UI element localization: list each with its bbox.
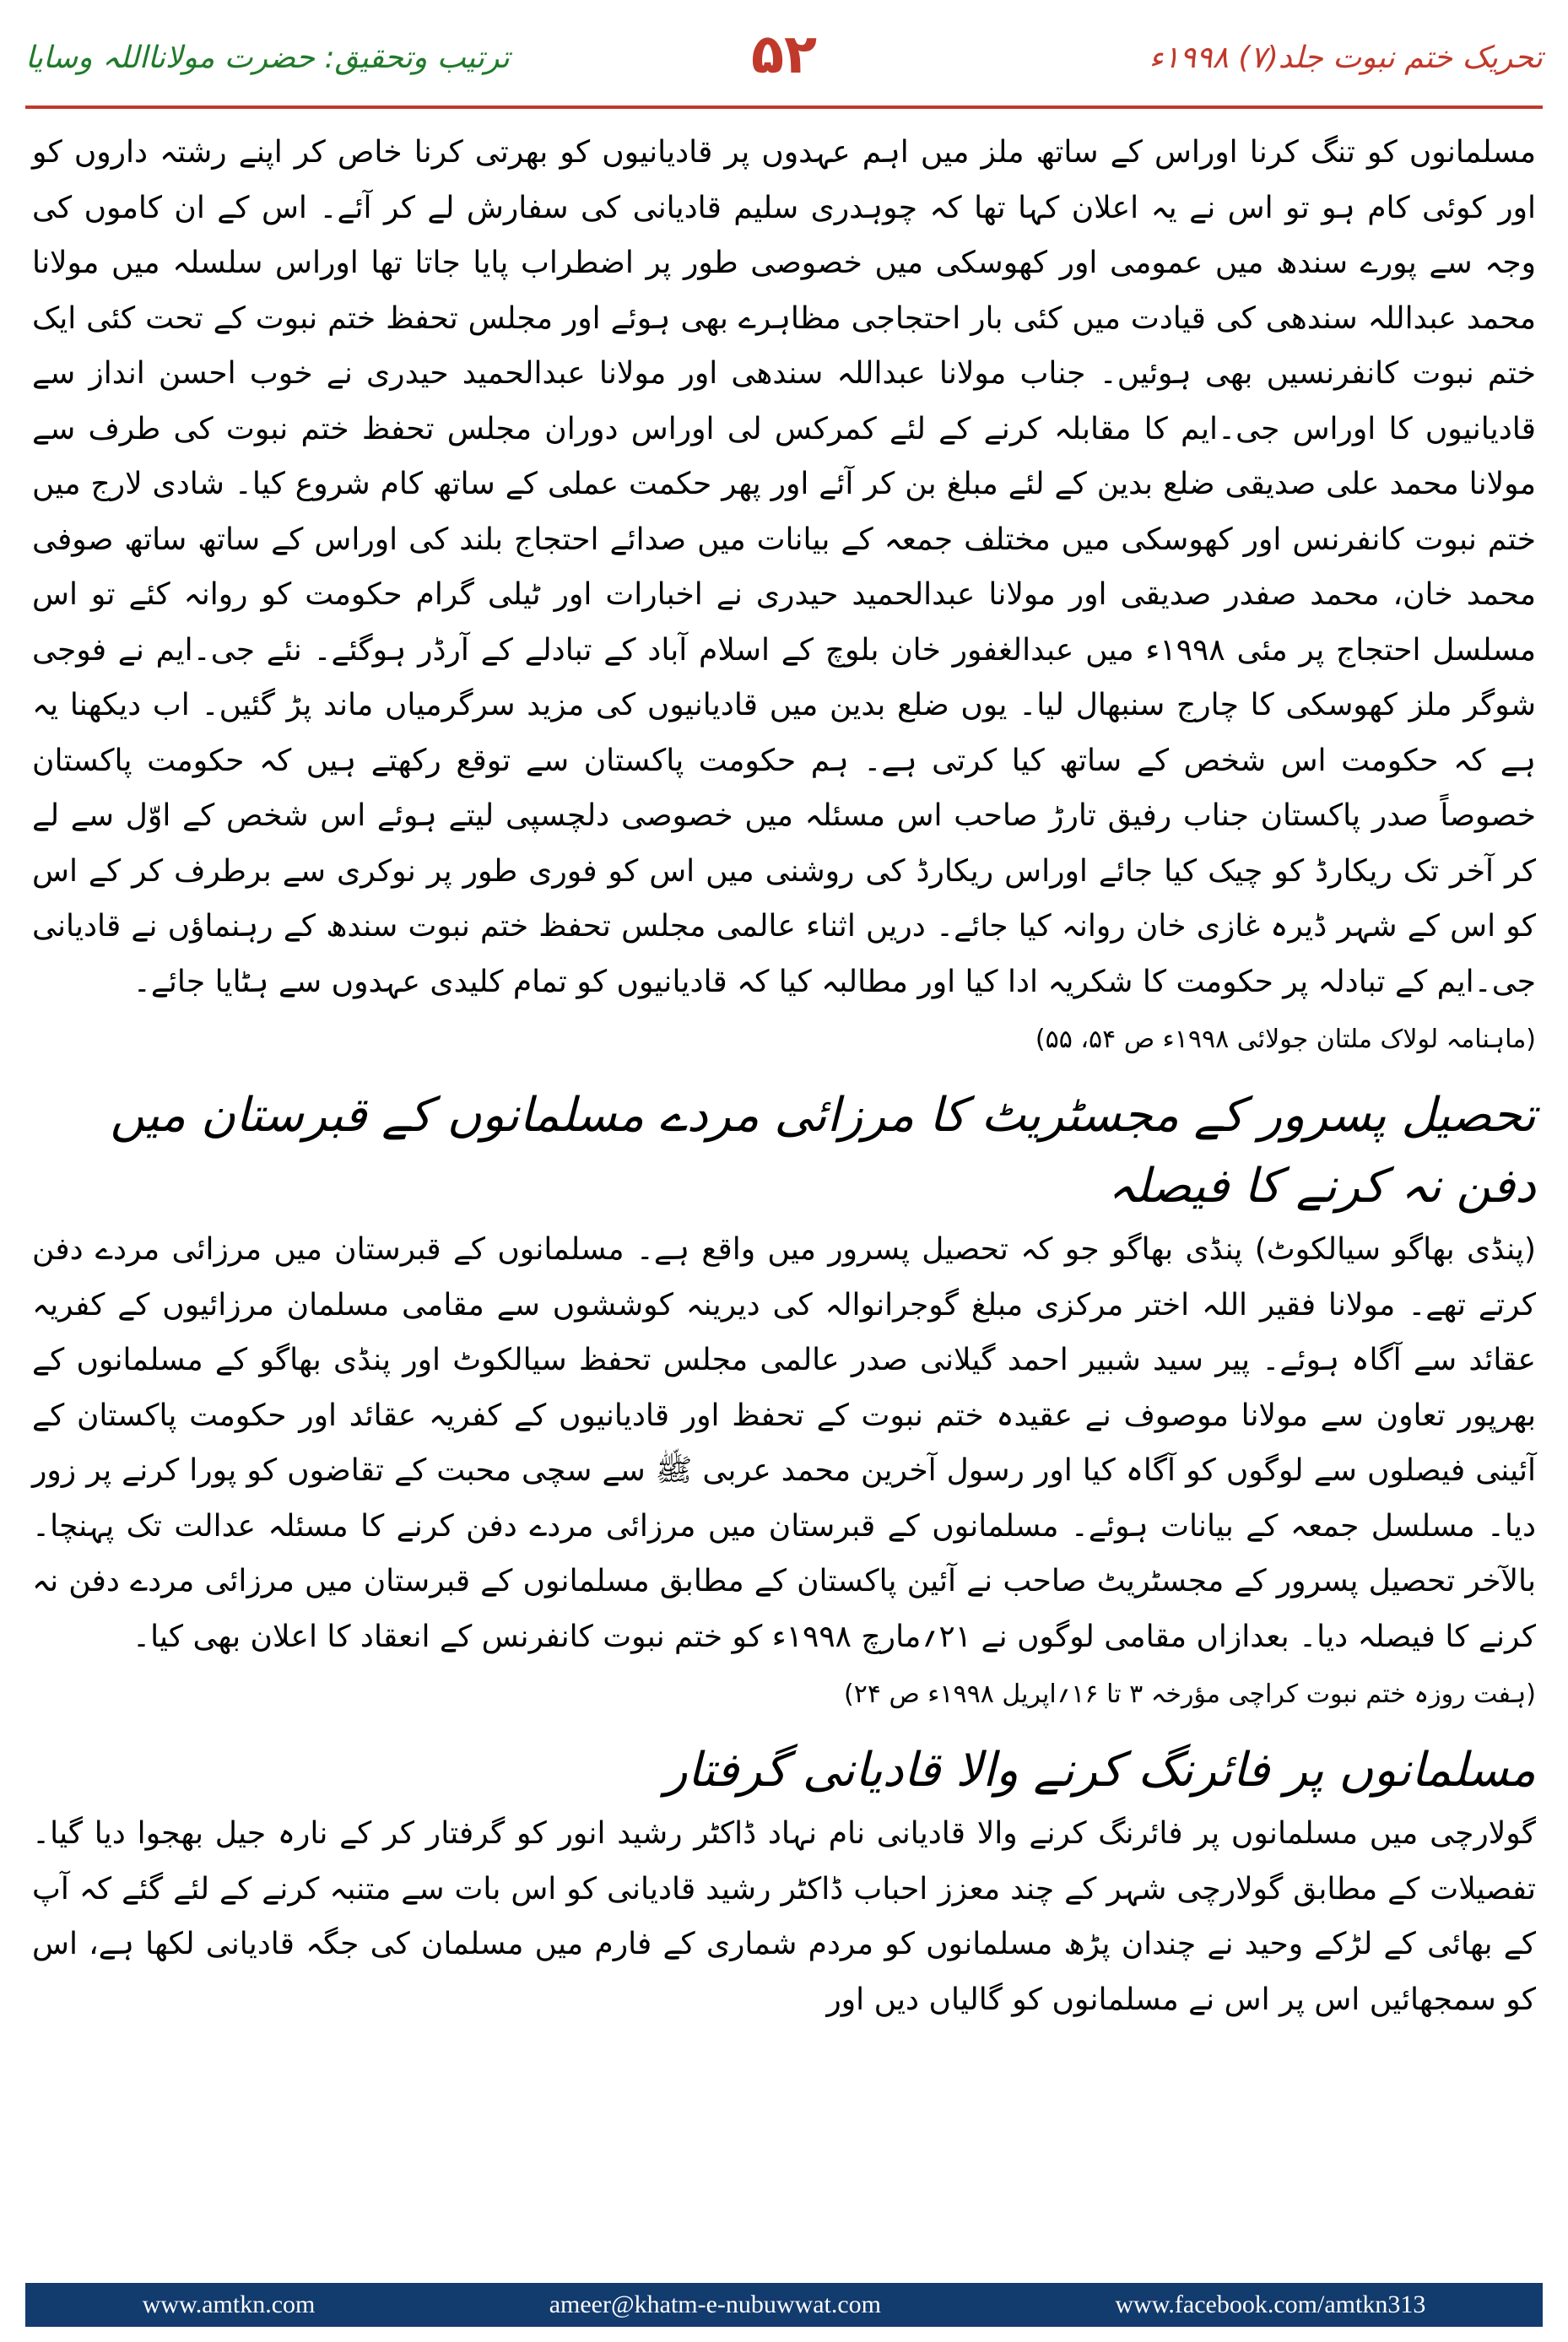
- footer-website-link[interactable]: www.amtkn.com: [142, 2291, 316, 2318]
- page-number: ۵۲: [750, 24, 818, 86]
- footer-facebook-link[interactable]: www.facebook.com/amtkn313: [1115, 2291, 1426, 2318]
- article2-citation: (ہفت روزہ ختم نبوت کراچی مؤرخہ ۳ تا ۱۶؍اپریل ۱۹۹۸ء ص ۲۴): [844, 1679, 1536, 1709]
- article1-paragraph: مسلمانوں کو تنگ کرنا اوراس کے ساتھ ملز میں اہم عہدوں پر قادیانیوں کو بھرتی کرنا خاص کر اپنے رشتہ داروں کو اور کوئی کام ہو تو اس نے یہ اعلان کہا تھا کہ چوہدری سلیم قادیانی کی سفارش لے کر آئے۔ اس کے ان کاموں کی وجہ سے پورے سندھ میں عمومی اور کھوسکی میں خصوصی طور پر اضطراب پایا جاتا تھا اوراس سلسلہ میں مولانا محمد عبداللہ سندھی کی قیادت میں کئی بار احتجاجی مظاہرے بھی ہوئے اور مجلس تحفظ ختم نبوت کے تحت کئی ایک ختم نبوت کانفرنسیں بھی ہوئیں۔ جناب مولانا عبداللہ سندھی اور مولانا عبدالحمید حیدری نے خوب احسن انداز سے قادیانیوں کا اوراس جی۔ایم کا مقابلہ کرنے کے لئے کمرکس لی اوراس دوران مجلس تحفظ ختم نبوت کی طرف سے مولانا محمد علی صدیقی ضلع بدین کے لئے مبلغ بن کر آئے اور پھر حکمت عملی کے ساتھ کام شروع کیا۔ شادی لارج میں ختم نبوت کانفرنس اور کھوسکی میں مختلف جمعہ کے بیانات میں صدائے احتجاج بلند کی اوراس کے ساتھ ساتھ صوفی محمد خان، محمد صفدر صدیقی اور مولانا عبدالحمید حیدری نے اخبارات اور ٹیلی گرام حکومت کو روانہ کئے تو اس مسلسل احتجاج پر مئی ۱۹۹۸ء میں عبدالغفور خان بلوچ کے اسلام آباد کے تبادلے کے آرڈر ہوگئے۔ نئے جی۔ایم نے فوجی شوگر ملز کھوسکی کا چارج سنبھال لیا۔ یوں ضلع بدین میں قادیانیوں کی مزید سرگرمیاں ماند پڑ گئیں۔ اب دیکھنا یہ ہے کہ حکومت اس شخص کے ساتھ کیا کرتی ہے۔ ہم حکومت پاکستان سے توقع رکھتے ہیں کہ حکومت پاکستان خصوصاً صدر پاکستان جناب رفیق تارڑ صاحب اس مسئلہ میں خصوصی دلچسپی لیتے ہوئے اس شخص کے اوّل سے لے کر آخر تک ریکارڈ کو چیک کیا جائے اوراس ریکارڈ کی روشنی میں اس کو فوری طور پر نوکری سے برطرف کر کے اس کو اس کے شہر ڈیرہ غازی خان روانہ کیا جائے۔ دریں اثناء عالمی مجلس تحفظ ختم نبوت سندھ کے رہنماؤں نے قادیانی جی۔ایم کے تبادلہ پر حکومت کا شکریہ ادا کیا اور مطالبہ کیا کہ قادیانیوں کو تمام کلیدی عہدوں سے ہٹایا جائے۔: [32, 135, 1536, 999]
- page-footer: [25, 2283, 1543, 2327]
- article1-citation: (ماہنامہ لولاک ملتان جولائی ۱۹۹۸ء ص ۵۴، ۵۵): [1035, 1025, 1536, 1054]
- article2-paragraph: (پنڈی بھاگو سیالکوٹ) پنڈی بھاگو جو کہ تحصیل پسرور میں واقع ہے۔ مسلمانوں کے قبرستان میں مرزائی مردے دفن کرتے تھے۔ مولانا فقیر اللہ اختر مرکزی مبلغ گوجرانوالہ کی دیرینہ کوششوں سے مقامی مسلمان مرزائیوں کے کفریہ عقائد سے آگاہ ہوئے۔ پیر سید شبیر احمد گیلانی صدر عالمی مجلس تحفظ سیالکوٹ اور پنڈی بھاگو کے مسلمانوں کے بھرپور تعاون سے مولانا موصوف نے عقیدہ ختم نبوت کے تحفظ اور قادیانیوں کے کفریہ عقائد اور حکومت پاکستان کے آئینی فیصلوں سے لوگوں کو آگاہ کیا اور رسول آخرین محمد عربی ﷺ سے سچی محبت کے تقاضوں کو پورا کرنے پر زور دیا۔ مسلسل جمعہ کے بیانات ہوئے۔ مسلمانوں کے قبرستان میں مرزائی مردے دفن کرنے کا مسئلہ عدالت تک پہنچا۔ بالآخر تحصیل پسرور کے مجسٹریٹ صاحب نے آئین پاکستان کے مطابق مسلمانوں کے قبرستان میں مرزائی مردے دفن نہ کرنے کا فیصلہ دیا۔ بعدازاں مقامی لوگوں نے ۲۱؍مارچ ۱۹۹۸ء کو ختم نبوت کانفرنس کے انعقاد کا اعلان بھی کیا۔: [32, 1232, 1536, 1654]
- article2-heading: تحصیل پسرور کے مجسٹریٹ کا مرزائی مردے مسلمانوں کے قبرستان میں دفن نہ کرنے کا فیصلہ: [110, 1088, 1536, 1214]
- footer-email-link[interactable]: ameer@khatm-e-nubuwwat.com: [549, 2291, 882, 2318]
- compiler-credit: ترتیب وتحقیق: حضرت مولانااللہ وسایا: [25, 41, 510, 75]
- article3-paragraph: گولارچی میں مسلمانوں پر فائرنگ کرنے والا قادیانی نام نہاد ڈاکٹر رشید انور کو گرفتار کر کے نارہ جیل بھجوا دیا گیا۔ تفصیلات کے مطابق گولارچی شہر کے چند معزز احباب ڈاکٹر رشید قادیانی کو اس بات سے متنبہ کرنے کے لئے گئے کہ آپ کے بھائی کے لڑکے وحید نے چندان پڑھ مسلمانوں کو مردم شماری کے فارم میں مسلمان کی جگہ قادیانی لکھا ہے، اس کو سمجھائیں اس پر اس نے مسلمانوں کو گالیاں دیں اور: [32, 1816, 1536, 2017]
- page-body: [32, 125, 1536, 2241]
- page-header: [25, 24, 1543, 100]
- article3-heading: مسلمانوں پر فائرنگ کرنے والا قادیانی گرفتار: [664, 1743, 1536, 1798]
- book-title: تحریک ختم نبوت جلد(۷) ۱۹۹۸ء: [1149, 41, 1543, 75]
- header-divider: [25, 105, 1543, 109]
